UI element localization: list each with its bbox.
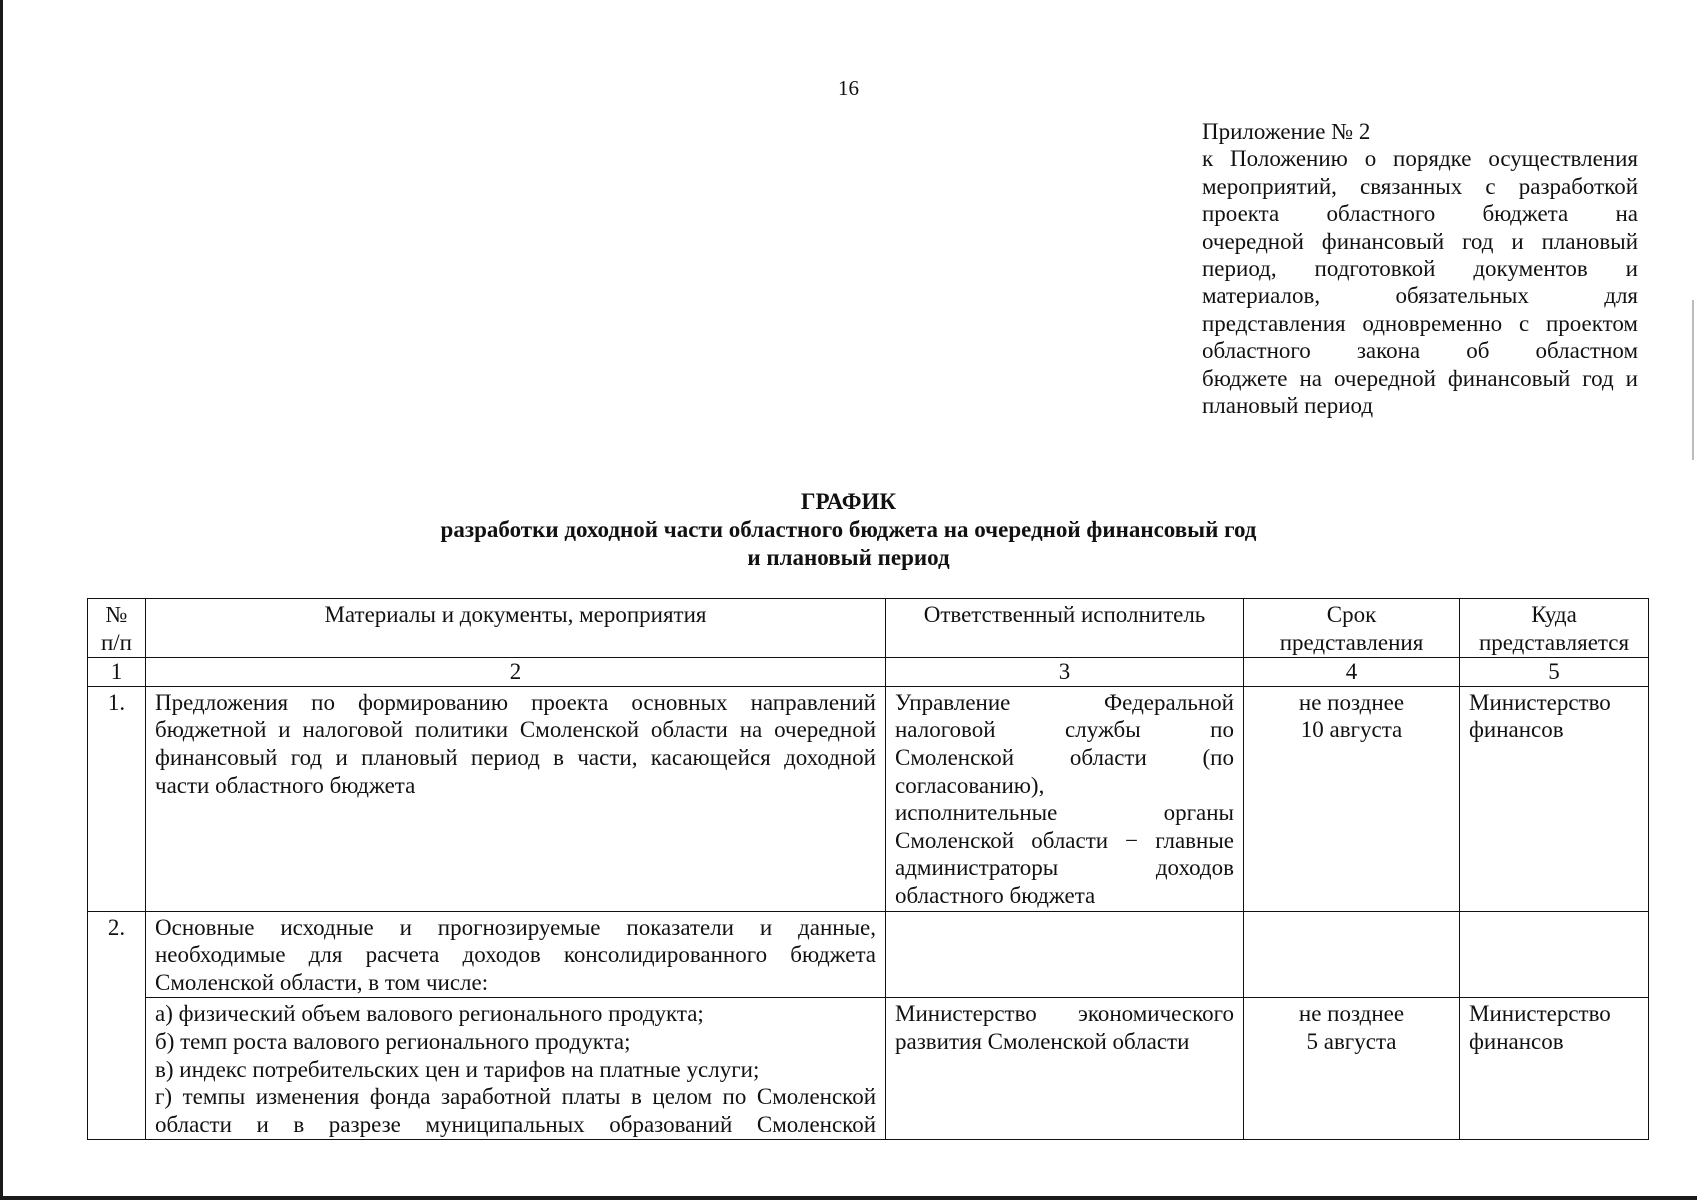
scan-right-mark [1692,300,1694,460]
materials-line: части областного бюджета [155,772,416,798]
schedule-table [87,598,1649,1140]
responsible-line: областного бюджета [895,882,1096,908]
header-deadline-line: представления [1279,629,1424,655]
responsible-line: Министерство экономического [895,1001,1234,1027]
header-num-line: № [105,602,128,627]
row-responsible [886,998,1244,1140]
deadline-line: 5 августа [1306,1028,1397,1054]
row-deadline [1244,686,1460,911]
appendix-line: период, подготовкой документов и [1202,256,1638,282]
materials-line: в) индекс потребительских цен и тарифов на платные услуги; [155,1056,760,1082]
responsible-line: налоговой службы по [895,717,1234,743]
page-number: 16 [838,76,859,100]
row-destination [1460,686,1649,911]
column-number: 3 [886,658,1244,687]
materials-line: Смоленской области, в том числе: [155,969,489,995]
table-row [88,998,1649,1140]
responsible-line: Смоленской области − главные [895,827,1234,853]
responsible-line: Управление Федеральной [895,689,1234,715]
scan-left-edge [0,0,3,1200]
row-responsible [886,686,1244,911]
header-materials: Материалы и документы, мероприятия [146,599,886,658]
materials-line: необходимые для расчета доходов консолидированного бюджета [155,942,876,968]
responsible-line: администраторы доходов [895,855,1234,881]
column-number: 1 [88,658,146,687]
materials-line: Основные исходные и прогнозируемые показатели и данные, [155,914,876,940]
materials-line: а) физический объем валового регионального продукта; [155,1001,704,1027]
deadline-line: не позднее [1298,689,1405,715]
table-row [88,686,1649,911]
row-number: 2. [88,911,146,1140]
appendix-line: представления одновременно с проектом [1202,310,1638,336]
materials-line: Предложения по формированию проекта основных направлений [155,689,876,715]
appendix-line: очередной финансовый год и плановый [1202,228,1638,254]
row-deadline [1244,911,1460,998]
header-responsible: Ответственный исполнитель [886,599,1244,658]
deadline-line: не позднее [1298,1001,1405,1027]
destination-line: финансов [1469,717,1564,743]
materials-line: финансовый год и плановый период в части, касающейся доходной [155,744,876,770]
appendix-line: проекта областного бюджета на [1202,201,1638,227]
appendix-line: областного закона об областном [1202,338,1638,364]
appendix-line: мероприятий, связанных с разработкой [1202,173,1638,199]
materials-line: г) темпы изменения фонда заработной платы в целом по Смоленской [155,1084,876,1110]
row-materials [146,911,886,998]
row-destination [1460,911,1649,998]
materials-line: области и в разрезе муниципальных образований Смоленской [155,1111,876,1137]
deadline-line: 10 августа [1300,717,1403,743]
column-number: 5 [1460,658,1649,687]
table-header-row [88,599,1649,658]
destination-line: финансов [1469,1028,1564,1054]
header-destination-line: Куда [1531,602,1577,627]
appendix-line: плановый период [1202,393,1374,419]
row-materials [146,686,886,911]
header-destination-line: представляется [1478,629,1630,655]
row-destination [1460,998,1649,1140]
materials-line: б) темп роста валового регионального продукта; [155,1028,631,1054]
appendix-line: к Положению о порядке осуществления [1202,146,1638,172]
responsible-line: согласованию), [895,772,1045,798]
materials-line: бюджетной и налоговой политики Смоленской области на очередной [155,717,876,743]
scan-bottom-edge [0,1196,1697,1200]
responsible-line: исполнительные органы [895,800,1234,826]
destination-line: Министерство [1469,689,1611,715]
row-materials [146,998,886,1140]
row-number: 1. [88,686,146,911]
row-responsible [886,911,1244,998]
column-number: 2 [146,658,886,687]
header-destination [1460,599,1649,658]
title-subtitle-line: и плановый период [747,545,950,570]
header-deadline [1244,599,1460,658]
destination-line: Министерство [1469,1001,1611,1027]
row-deadline [1244,998,1460,1140]
responsible-line: развития Смоленской области [895,1028,1190,1054]
title-subtitle-line: разработки доходной части областного бюджета на очередной финансовый год [440,517,1257,542]
document-title [0,488,1697,572]
header-num [88,599,146,658]
table-row [88,911,1649,998]
column-number-row [88,658,1649,687]
title-main: ГРАФИК [800,489,897,514]
column-number: 4 [1244,658,1460,687]
appendix-line: бюджете на очередной финансовый год и [1202,365,1638,391]
responsible-line: Смоленской области (по [895,744,1234,770]
appendix-line: материалов, обязательных для [1202,283,1638,309]
header-num-line: п/п [100,629,132,655]
header-deadline-line: Срок [1326,602,1377,627]
appendix-block [1202,118,1638,419]
appendix-heading: Приложение № 2 [1202,119,1371,144]
